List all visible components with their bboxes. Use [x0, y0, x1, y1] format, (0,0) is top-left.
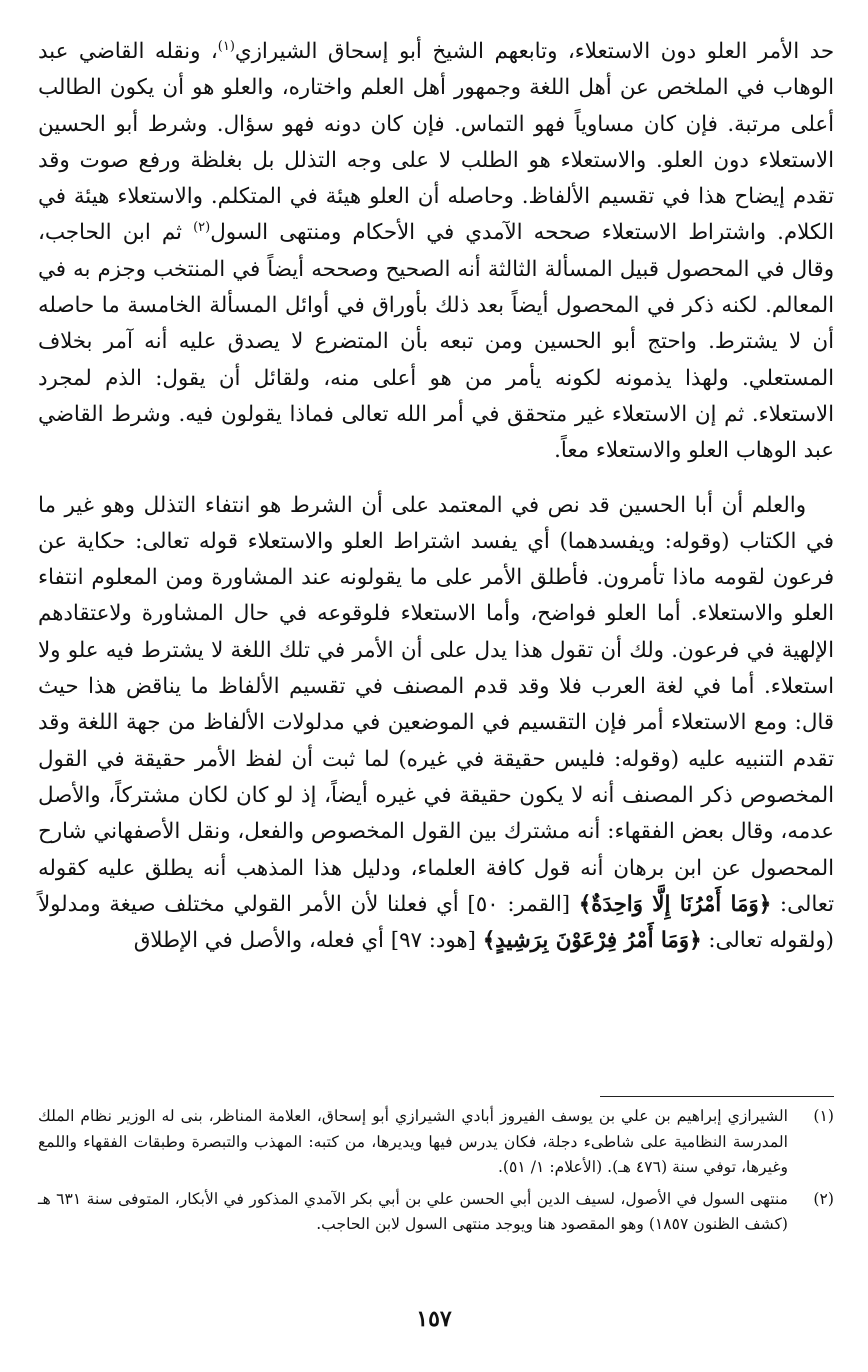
paragraph-1-part-b: ، ونقله القاضي عبد الوهاب في الملخص عن أهل اللغة وجمهور أهل العلم واختاره، والعلو هو أن يكون الطالب أعلى مرتبة. فإن كان مساوياً فهو التماس. فإن كان دونه فهو سؤال. وشرط أبو الحسين الاستعلاء دون العلو. والاستعلاء هو الطلب لا على وجه التذلل بل بغلظة ورفع صوت وقد تقدم إيضاح هذا في تقسيم الألفاظ. وحاصله أن العلو هيئة في المتكلم. والاستعلاء هيئة في الكلام. واشتراط الاستعلاء صححه الآمدي في الأحكام ومنتهى السول [38, 39, 834, 246]
paragraph-1-part-a: حد الأمر العلو دون الاستعلاء، وتابعهم الشيخ أبو إسحاق الشيرازي [234, 39, 834, 64]
paragraph-2-part-c: [هود: ٩٧] أي فعله، والأصل في الإطلاق [133, 928, 483, 954]
quran-verse-2: ﴿وَمَا أَمْرُ فِرْعَوْنَ بِرَشِيدٍ﴾ [482, 928, 702, 954]
footnote-1-number: (١) [813, 1107, 834, 1125]
paragraph-1 [38, 34, 834, 470]
footnote-2-number: (٢) [813, 1189, 834, 1208]
main-text [38, 34, 834, 959]
paragraph-1-part-c: ثم ابن الحاجب، وقال في المحصول قبيل المسألة الثالثة أنه الصحيح وصححه أيضاً في المنتخب وجزم به في المعالم. لكنه ذكر في المحصول أيضاً بعد ذلك بأوراق في أوائل المسألة الخامسة ما حاصله أن لا يشترط. واحتج أبو الحسين ومن تبعه بأن المتضرع لا يصدق عليه أنه آمر بخلاف المستعلي. ولهذا يذمونه لكونه يأمر من هو أعلى منه، ولقائل أن يقول: الذم لمجرد الاستعلاء. ثم إن الاستعلاء غير متحقق في أمر الله تعالى فماذا يقولون فيه. وشرط القاضي عبد الوهاب العلو والاستعلاء معاً. [38, 220, 834, 464]
paragraph-2-part-a: والعلم أن أبا الحسين قد نص في المعتمد على أن الشرط هو انتفاء التذلل وهو غير ما في الكتاب (وقوله: ويفسدهما) أي يفسد اشتراط العلو والاستعلاء قوله تعالى: حكاية عن فرعون لقومه ماذا تأمرون. فأطلق الأمر على ما يقولونه عند المشاورة ومن المعلوم انتفاء العلو والاستعلاء. أما العلو فواضح، وأما الاستعلاء فلوقوعه في حال المشاورة ولاعتقادهم الإلهية في فرعون. ولك أن تقول هذا يدل على أن الأمر في تلك اللغة لا يشترط فيه علو ولا استعلاء. أما في لغة العرب فلا وقد قدم المصنف في تقسيم الألفاظ ما يناقض هذا حيث قال: ومع الاستعلاء أمر فإن التقسيم في الموضعين في مدلولات الألفاظ من جهة اللغة وقد تقدم التنبيه عليه (وقوله: فليس حقيقة في غيره) لما ثبت أن لفظ الأمر حقيقة في القول المخصوص ذكر المصنف أنه لا يكون حقيقة في غيره أيضاً، إذ لو كان لكان مشتركاً، والأصل عدمه، وقال بعض الفقهاء: أنه مشترك بين القول المخصوص والفعل، ونقل الأصفهاني شارح المحصول عن ابن برهان أنه قول كافة العلماء، ودليل هذا المذهب أنه يطلق عليه كقوله تعالى: [38, 492, 835, 917]
page-number: ١٥٧ [416, 1306, 452, 1332]
footnote-1-text: الشيرازي إبراهيم بن علي بن يوسف الفيروز أبادي الشيرازي أبو إسحاق، العلامة المناظر، بنى له الوزير نظام الملك المدرسة النظامية على شاطىء دجلة، فكان يدرس فيها ويديرها، من كتبه: المهذب والتبصرة وطبقات الفقهاء واللمع وغيرها، توفي سنة (٤٧٦ هـ). (الأعلام: ١/ ٥١). [38, 1107, 788, 1176]
footnote-1 [38, 1104, 834, 1181]
footnote-divider [600, 1096, 834, 1097]
footnote-2-text: منتهى السول في الأصول، لسيف الدين أبي الحسن علي بن أبي بكر الآمدي المذكور في الأبكار، المتوفى سنة ٦٣١ هـ (كشف الظنون ١٨٥٧) وهو المقصود هنا ويوجد منتهى السول لابن الحاجب. [38, 1189, 788, 1233]
quran-verse-1: ﴿وَمَا أَمْرُنَا إِلَّا وَاحِدَةٌ﴾ [578, 891, 772, 917]
footnotes [38, 1104, 834, 1244]
paragraph-2-part-b: [القمر: ٥٠] أي فعلنا لأن الأمر القولي مختلف صيغة ومدلولاً (ولقوله تعالى: [38, 891, 834, 954]
footnote-ref-2[interactable]: (٢) [193, 220, 211, 236]
footnote-2 [38, 1187, 834, 1238]
paragraph-2 [38, 488, 834, 960]
footnote-ref-1[interactable]: (١) [217, 38, 235, 54]
